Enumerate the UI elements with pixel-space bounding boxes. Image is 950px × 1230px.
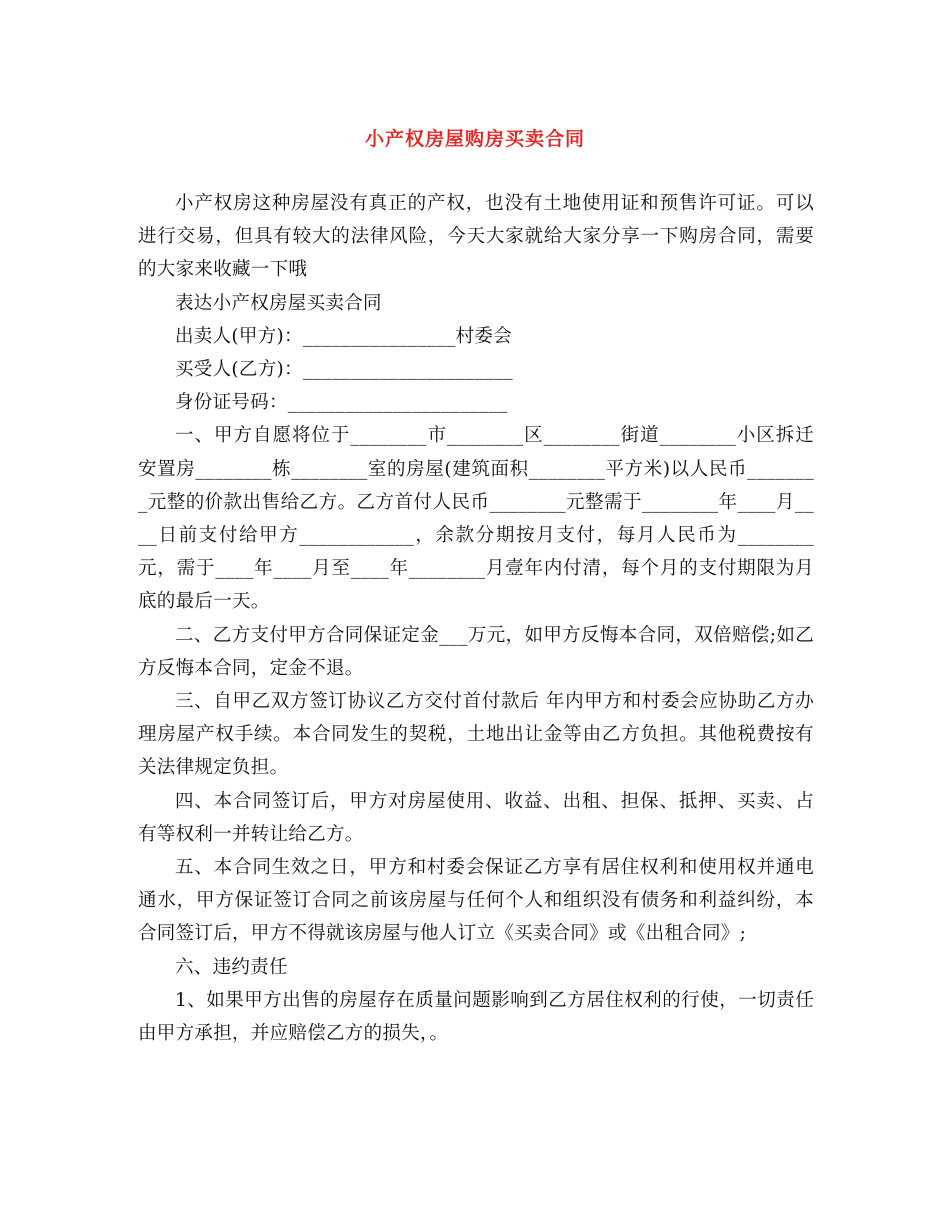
clause-5: 五、本合同生效之日，甲方和村委会保证乙方享有居住权利和使用权并通电通水，甲方保证签订合同之前该房屋与任何个人和组织没有债务和利益纠纷，本合同签订后，甲方不得就该房屋与他人订立《买卖合同》或《出租合同》; — [138, 857, 814, 945]
clause-6-heading: 六、违约责任 — [175, 956, 288, 978]
id-number-line: 身份证号码：_______________________ — [175, 392, 508, 414]
clause-3: 三、自甲乙双方签订协议乙方交付首付款后 年内甲方和村委会应协助乙方办理房屋产权手续。本合同发生的契税，土地出让金等由乙方负担。其他税费按有关法律规定负担。 — [138, 691, 814, 779]
document-body — [138, 187, 814, 1050]
clause-4: 四、本合同签订后，甲方对房屋使用、收益、出租、担保、抵押、买卖、占有等权利一并转让给乙方。 — [138, 790, 814, 845]
clause-1: 一、甲方自愿将位于________市________区________街道________小区拆迁安置房________栋________室的房屋(建筑面积________平方米)以人民币________元整的价款出售给乙方。乙方首付人民币________元整需于________年____月____日前支付给甲方____________，余款分期按月支付，每月人民币为________元，需于____年____月至____年________月壹年内付清，每个月的支付期限为月底的最后一天。 — [138, 425, 814, 613]
document-title: 小产权房屋购房买卖合同 — [364, 128, 585, 150]
contract-heading-line: 表达小产权房屋买卖合同 — [175, 292, 382, 314]
seller-line: 出卖人(甲方)：________________村委会 — [175, 325, 513, 347]
buyer-line: 买受人(乙方)：______________________ — [175, 359, 513, 381]
clause-6-item-1: 1、如果甲方出售的房屋存在质量问题影响到乙方居住权利的行使，一切责任由甲方承担，并应赔偿乙方的损失，。 — [138, 989, 814, 1045]
clause-2: 二、乙方支付甲方合同保证定金___万元，如甲方反悔本合同，双倍赔偿;如乙方反悔本合同，定金不退。 — [138, 624, 814, 679]
intro-paragraph: 小产权房这种房屋没有真正的产权，也没有土地使用证和预售许可证。可以进行交易，但具有较大的法律风险，今天大家就给大家分享一下购房合同，需要的大家来收藏一下哦 — [138, 193, 814, 281]
